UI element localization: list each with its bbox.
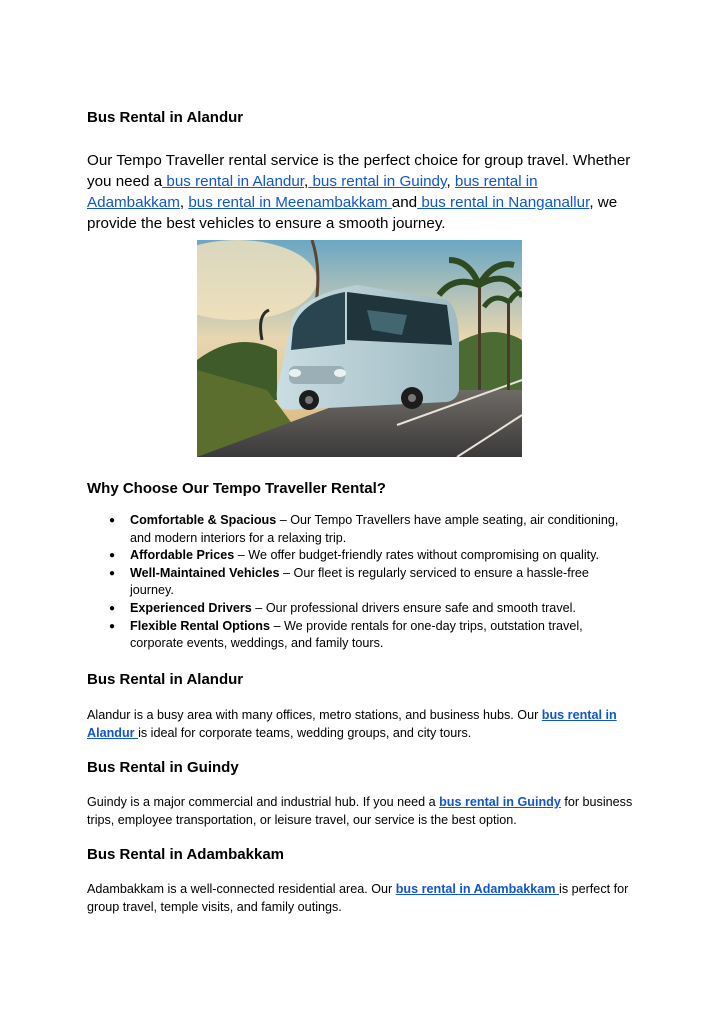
- link-bus-rental-meenambakkam[interactable]: bus rental in Meenambakkam: [188, 194, 392, 211]
- list-item-label: Affordable Prices: [130, 548, 235, 563]
- list-item: [130, 512, 635, 547]
- link-bus-rental-alandur[interactable]: bus rental in Alandur: [162, 173, 305, 190]
- adambakkam-text: Adambakkam is a well-connected residential area. Our: [87, 882, 396, 896]
- why-choose-list: [87, 512, 635, 653]
- separator: ,: [446, 173, 455, 190]
- list-item-label: Well-Maintained Vehicles: [130, 565, 280, 580]
- list-item-label: Experienced Drivers: [130, 600, 252, 615]
- why-choose-heading: Why Choose Our Tempo Traveller Rental?: [87, 480, 386, 497]
- adambakkam-paragraph: [87, 880, 635, 916]
- guindy-text-end: for business trips, employee transportation, or leisure travel, our service is the best option.: [87, 795, 633, 827]
- list-item-text: – We offer budget-friendly rates without compromising on quality.: [234, 548, 599, 563]
- alandur-heading: Bus Rental in Alandur: [87, 671, 244, 688]
- list-item-text: – Our Tempo Travellers have ample seating, air conditioning, and modern interiors for a relaxing trip.: [130, 513, 619, 545]
- intro-text-end: , we provide the best vehicles to ensure a smooth journey.: [87, 194, 618, 232]
- list-item: [130, 600, 635, 618]
- link-adambakkam-bold[interactable]: bus rental in Adambakkam: [395, 882, 560, 896]
- link-bus-rental-nanganallur[interactable]: bus rental in Nanganallur: [417, 194, 590, 211]
- list-item-label: Comfortable & Spacious: [130, 513, 277, 527]
- guindy-heading: Bus Rental in Guindy: [87, 759, 239, 776]
- list-item: [130, 565, 635, 600]
- list-item-label: Flexible Rental Options: [130, 618, 270, 633]
- list-item-text: – Our fleet is regularly serviced to ensure a hassle-free journey.: [130, 565, 589, 598]
- separator: ,: [179, 194, 189, 211]
- link-bus-rental-guindy[interactable]: bus rental in Guindy: [308, 173, 447, 190]
- guindy-text: Guindy is a major commercial and industrial hub. If you need a: [87, 795, 440, 809]
- adambakkam-text-end: is perfect for group travel, temple visits, and family outings.: [87, 882, 629, 914]
- list-item: [130, 547, 635, 565]
- intro-paragraph: [87, 150, 632, 234]
- intro-text: Our Tempo Traveller rental service is the perfect choice for group travel. Whether you need a: [87, 152, 631, 190]
- list-item: [130, 618, 635, 653]
- alandur-text-end: is ideal for corporate teams, wedding groups, and city tours.: [138, 726, 472, 740]
- list-item-text: – We provide rentals for one-day trips, outstation travel, corporate events, weddings, and family tours.: [130, 618, 583, 651]
- separator: ,: [304, 173, 309, 190]
- guindy-paragraph: [87, 793, 635, 829]
- adambakkam-heading: Bus Rental in Adambakkam: [87, 846, 284, 863]
- bus-illustration: [197, 240, 522, 457]
- separator: and: [391, 194, 418, 211]
- alandur-paragraph: [87, 706, 635, 742]
- alandur-text: Alandur is a busy area with many offices, metro stations, and business hubs. Our: [87, 708, 542, 722]
- list-item-text: – Our professional drivers ensure safe and smooth travel.: [251, 600, 576, 615]
- bus-photo: [197, 240, 522, 457]
- link-guindy-bold[interactable]: bus rental in Guindy: [439, 795, 561, 809]
- intro-heading: Bus Rental in Alandur: [87, 109, 244, 126]
- link-alandur-bold[interactable]: bus rental in Alandur: [87, 708, 617, 740]
- link-bus-rental-adambakkam[interactable]: bus rental in Adambakkam: [87, 173, 538, 211]
